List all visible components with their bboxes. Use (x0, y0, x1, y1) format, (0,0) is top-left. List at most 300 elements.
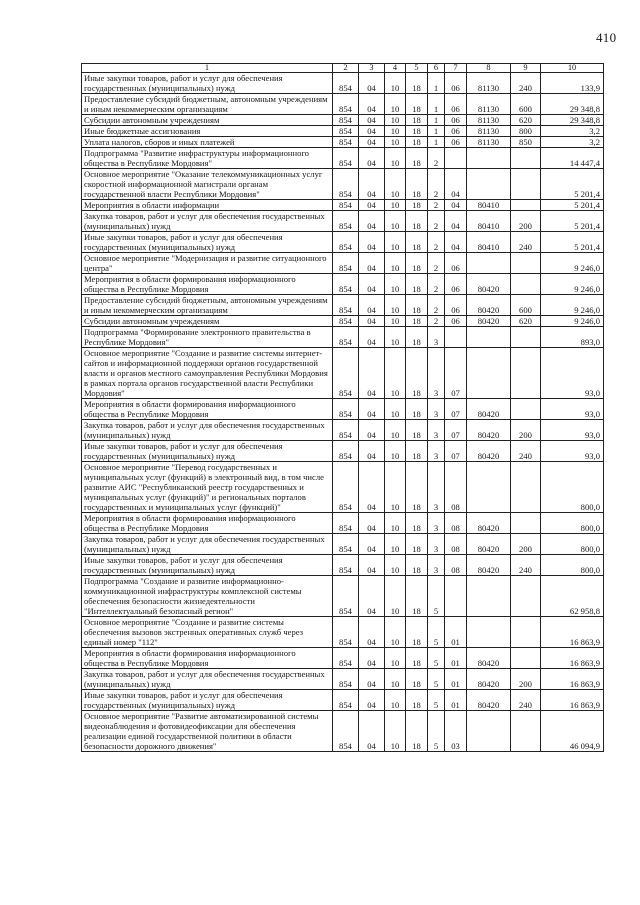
header-cell: 8 (467, 64, 511, 73)
code-cell-3: 04 (359, 126, 385, 137)
code-cell-6: 3 (428, 441, 445, 462)
code-cell-8: 81130 (467, 126, 511, 137)
header-cell: 4 (385, 64, 406, 73)
expense-name-cell: Основное мероприятие "Создание и развитие системы обеспечения вызовов экстренных оперативных служб через единый номер "112" (82, 617, 333, 648)
code-cell-5: 18 (406, 73, 428, 94)
amount-cell: 800,0 (541, 462, 604, 513)
code-cell-9: 200 (511, 669, 541, 690)
table-row (82, 148, 604, 169)
code-cell-2: 854 (333, 462, 359, 513)
expense-name-cell: Основное мероприятие "Модернизация и развитие ситуационного центра" (82, 253, 333, 274)
code-cell-2: 854 (333, 348, 359, 399)
header-cell: 1 (82, 64, 333, 73)
code-cell-4: 10 (385, 348, 406, 399)
code-cell-7 (445, 148, 467, 169)
amount-cell: 5 201,4 (541, 211, 604, 232)
code-cell-2: 854 (333, 232, 359, 253)
code-cell-4: 10 (385, 274, 406, 295)
code-cell-7: 01 (445, 648, 467, 669)
code-cell-5: 18 (406, 555, 428, 576)
code-cell-5: 18 (406, 211, 428, 232)
expense-name-cell: Мероприятия в области формирования информационного общества в Республике Мордовия (82, 399, 333, 420)
table-row (82, 200, 604, 211)
code-cell-8: 80420 (467, 420, 511, 441)
amount-cell: 800,0 (541, 555, 604, 576)
code-cell-7: 04 (445, 211, 467, 232)
table-row (82, 94, 604, 115)
code-cell-4: 10 (385, 617, 406, 648)
code-cell-6: 2 (428, 211, 445, 232)
amount-cell: 93,0 (541, 399, 604, 420)
code-cell-2: 854 (333, 441, 359, 462)
expense-name-cell: Предоставление субсидий бюджетным, автономным учреждениям и иным некоммерческим организациям (82, 295, 333, 316)
amount-cell: 62 958,8 (541, 576, 604, 617)
expense-name-cell: Основное мероприятие "Создание и развитие системы интернет-сайтов и информационной поддержки органов государственной власти и органов местного самоуправления Республики Мордовия в рамках портала органов государственной власти Республики Мордовия" (82, 348, 333, 399)
amount-cell: 893,0 (541, 327, 604, 348)
amount-cell: 14 447,4 (541, 148, 604, 169)
code-cell-4: 10 (385, 115, 406, 126)
table-row (82, 711, 604, 752)
code-cell-6: 2 (428, 253, 445, 274)
expense-name-cell: Иные закупки товаров, работ и услуг для обеспечения государственных (муниципальных) нужд (82, 555, 333, 576)
code-cell-8 (467, 576, 511, 617)
code-cell-3: 04 (359, 576, 385, 617)
table-row (82, 316, 604, 327)
code-cell-6: 2 (428, 148, 445, 169)
code-cell-2: 854 (333, 126, 359, 137)
code-cell-6: 1 (428, 94, 445, 115)
header-cell: 9 (511, 64, 541, 73)
table-row (82, 295, 604, 316)
expense-name-cell: Мероприятия в области формирования информационного общества в Республике Мордовия (82, 274, 333, 295)
code-cell-2: 854 (333, 295, 359, 316)
code-cell-6: 2 (428, 274, 445, 295)
code-cell-6: 5 (428, 690, 445, 711)
code-cell-4: 10 (385, 399, 406, 420)
amount-cell: 800,0 (541, 513, 604, 534)
table-row (82, 115, 604, 126)
amount-cell: 5 201,4 (541, 200, 604, 211)
header-cell: 2 (333, 64, 359, 73)
code-cell-6: 1 (428, 115, 445, 126)
expense-name-cell: Иные закупки товаров, работ и услуг для обеспечения государственных (муниципальных) нужд (82, 441, 333, 462)
code-cell-3: 04 (359, 711, 385, 752)
code-cell-2: 854 (333, 274, 359, 295)
code-cell-9: 600 (511, 94, 541, 115)
amount-cell: 9 246,0 (541, 253, 604, 274)
code-cell-9 (511, 327, 541, 348)
amount-cell: 16 863,9 (541, 648, 604, 669)
amount-cell: 46 094,9 (541, 711, 604, 752)
expense-name-cell: Закупка товаров, работ и услуг для обеспечения государственных (муниципальных) нужд (82, 534, 333, 555)
code-cell-9: 200 (511, 211, 541, 232)
code-cell-5: 18 (406, 253, 428, 274)
table-row (82, 648, 604, 669)
code-cell-6: 1 (428, 126, 445, 137)
code-cell-6: 3 (428, 420, 445, 441)
code-cell-3: 04 (359, 327, 385, 348)
code-cell-3: 04 (359, 399, 385, 420)
code-cell-4: 10 (385, 126, 406, 137)
header-cell: 7 (445, 64, 467, 73)
code-cell-3: 04 (359, 513, 385, 534)
amount-cell: 93,0 (541, 441, 604, 462)
code-cell-5: 18 (406, 420, 428, 441)
table-row (82, 441, 604, 462)
code-cell-4: 10 (385, 441, 406, 462)
code-cell-3: 04 (359, 94, 385, 115)
code-cell-7: 04 (445, 169, 467, 200)
table-row (82, 327, 604, 348)
code-cell-7: 08 (445, 534, 467, 555)
code-cell-7: 06 (445, 316, 467, 327)
code-cell-3: 04 (359, 274, 385, 295)
code-cell-4: 10 (385, 690, 406, 711)
code-cell-9 (511, 462, 541, 513)
code-cell-3: 04 (359, 420, 385, 441)
code-cell-5: 18 (406, 200, 428, 211)
code-cell-4: 10 (385, 232, 406, 253)
amount-cell: 9 246,0 (541, 274, 604, 295)
code-cell-2: 854 (333, 555, 359, 576)
code-cell-6: 3 (428, 399, 445, 420)
code-cell-8: 80410 (467, 200, 511, 211)
code-cell-8: 80410 (467, 232, 511, 253)
table-row (82, 232, 604, 253)
header-row (82, 64, 604, 73)
amount-cell: 133,9 (541, 73, 604, 94)
table-row (82, 462, 604, 513)
code-cell-7: 01 (445, 617, 467, 648)
code-cell-2: 854 (333, 399, 359, 420)
amount-cell: 16 863,9 (541, 617, 604, 648)
code-cell-7: 01 (445, 669, 467, 690)
table-row (82, 274, 604, 295)
code-cell-6: 3 (428, 327, 445, 348)
code-cell-4: 10 (385, 211, 406, 232)
code-cell-9 (511, 169, 541, 200)
expense-name-cell: Уплата налогов, сборов и иных платежей (82, 137, 333, 148)
code-cell-5: 18 (406, 534, 428, 555)
expense-name-cell: Предоставление субсидий бюджетным, автономным учреждениям и иным некоммерческим организациям (82, 94, 333, 115)
code-cell-5: 18 (406, 295, 428, 316)
code-cell-8: 81130 (467, 115, 511, 126)
table-row (82, 513, 604, 534)
code-cell-5: 18 (406, 576, 428, 617)
code-cell-3: 04 (359, 73, 385, 94)
code-cell-8: 80420 (467, 555, 511, 576)
code-cell-2: 854 (333, 513, 359, 534)
code-cell-9: 850 (511, 137, 541, 148)
code-cell-6: 3 (428, 462, 445, 513)
code-cell-4: 10 (385, 253, 406, 274)
code-cell-8 (467, 327, 511, 348)
code-cell-9 (511, 253, 541, 274)
expense-name-cell: Мероприятия в области формирования информационного общества в Республике Мордовия (82, 513, 333, 534)
code-cell-5: 18 (406, 462, 428, 513)
table-row (82, 617, 604, 648)
code-cell-7: 07 (445, 420, 467, 441)
expense-name-cell: Основное мероприятие "Перевод государственных и муниципальных услуг (функций) в электронный вид, в том числе развитие АИС "Республиканский реестр государственных и муниципальных услуг (функций)" и региональных порталов государственных и муниципальных услуг (функций)" (82, 462, 333, 513)
table-row (82, 137, 604, 148)
code-cell-5: 18 (406, 316, 428, 327)
code-cell-8 (467, 348, 511, 399)
code-cell-8: 80420 (467, 295, 511, 316)
expense-name-cell: Закупка товаров, работ и услуг для обеспечения государственных (муниципальных) нужд (82, 669, 333, 690)
code-cell-2: 854 (333, 669, 359, 690)
code-cell-4: 10 (385, 200, 406, 211)
code-cell-8: 81130 (467, 94, 511, 115)
code-cell-2: 854 (333, 617, 359, 648)
code-cell-5: 18 (406, 648, 428, 669)
code-cell-7 (445, 576, 467, 617)
code-cell-2: 854 (333, 576, 359, 617)
code-cell-7: 08 (445, 462, 467, 513)
code-cell-5: 18 (406, 274, 428, 295)
code-cell-3: 04 (359, 253, 385, 274)
code-cell-2: 854 (333, 211, 359, 232)
table-row (82, 126, 604, 137)
code-cell-4: 10 (385, 73, 406, 94)
code-cell-3: 04 (359, 534, 385, 555)
code-cell-2: 854 (333, 316, 359, 327)
code-cell-2: 854 (333, 690, 359, 711)
amount-cell: 93,0 (541, 420, 604, 441)
code-cell-2: 854 (333, 169, 359, 200)
expense-name-cell: Подпрограмма "Развитие инфраструктуры информационного общества в Республике Мордовия" (82, 148, 333, 169)
code-cell-7: 06 (445, 115, 467, 126)
header-cell: 5 (406, 64, 428, 73)
code-cell-2: 854 (333, 253, 359, 274)
code-cell-5: 18 (406, 94, 428, 115)
expense-name-cell: Иные закупки товаров, работ и услуг для обеспечения государственных (муниципальных) нужд (82, 232, 333, 253)
code-cell-5: 18 (406, 232, 428, 253)
amount-cell: 16 863,9 (541, 690, 604, 711)
amount-cell: 29 348,8 (541, 115, 604, 126)
table-row (82, 555, 604, 576)
code-cell-3: 04 (359, 295, 385, 316)
expense-name-cell: Иные закупки товаров, работ и услуг для обеспечения государственных (муниципальных) нужд (82, 690, 333, 711)
code-cell-2: 854 (333, 94, 359, 115)
code-cell-8 (467, 253, 511, 274)
code-cell-4: 10 (385, 295, 406, 316)
code-cell-3: 04 (359, 441, 385, 462)
table-row (82, 169, 604, 200)
expense-name-cell: Подпрограмма "Создание и развитие информационно-коммуникационной инфраструктуры комплексной системы обеспечения безопасности жизнедеятельности "Интеллектуальный безопасный регион" (82, 576, 333, 617)
amount-cell: 16 863,9 (541, 669, 604, 690)
code-cell-6: 5 (428, 711, 445, 752)
code-cell-2: 854 (333, 420, 359, 441)
code-cell-6: 3 (428, 555, 445, 576)
code-cell-6: 2 (428, 295, 445, 316)
budget-table-wrapper (81, 63, 604, 752)
code-cell-9 (511, 200, 541, 211)
code-cell-2: 854 (333, 137, 359, 148)
code-cell-7 (445, 327, 467, 348)
code-cell-4: 10 (385, 711, 406, 752)
code-cell-7: 04 (445, 232, 467, 253)
code-cell-7: 06 (445, 94, 467, 115)
code-cell-8: 80420 (467, 399, 511, 420)
code-cell-4: 10 (385, 420, 406, 441)
code-cell-2: 854 (333, 200, 359, 211)
table-row (82, 253, 604, 274)
code-cell-2: 854 (333, 648, 359, 669)
code-cell-5: 18 (406, 327, 428, 348)
amount-cell: 5 201,4 (541, 169, 604, 200)
code-cell-3: 04 (359, 462, 385, 513)
code-cell-8: 81130 (467, 137, 511, 148)
code-cell-3: 04 (359, 232, 385, 253)
code-cell-4: 10 (385, 94, 406, 115)
amount-cell: 9 246,0 (541, 316, 604, 327)
code-cell-3: 04 (359, 669, 385, 690)
code-cell-5: 18 (406, 711, 428, 752)
code-cell-8: 80420 (467, 441, 511, 462)
code-cell-2: 854 (333, 534, 359, 555)
code-cell-4: 10 (385, 555, 406, 576)
code-cell-8: 80420 (467, 274, 511, 295)
code-cell-5: 18 (406, 126, 428, 137)
code-cell-8 (467, 148, 511, 169)
expense-name-cell: Основное мероприятие "Оказание телекоммуникационных услуг скоростной информационной магистрали органам государственной власти Республики Мордовия" (82, 169, 333, 200)
table-row (82, 420, 604, 441)
code-cell-9: 240 (511, 441, 541, 462)
table-row (82, 348, 604, 399)
header-cell: 10 (541, 64, 604, 73)
amount-cell: 5 201,4 (541, 232, 604, 253)
code-cell-5: 18 (406, 348, 428, 399)
table-row (82, 576, 604, 617)
code-cell-4: 10 (385, 316, 406, 327)
code-cell-4: 10 (385, 169, 406, 200)
code-cell-9 (511, 711, 541, 752)
code-cell-2: 854 (333, 711, 359, 752)
code-cell-9 (511, 513, 541, 534)
expense-name-cell: Мероприятия в области информации (82, 200, 333, 211)
code-cell-3: 04 (359, 211, 385, 232)
code-cell-7: 03 (445, 711, 467, 752)
code-cell-9 (511, 274, 541, 295)
expense-name-cell: Закупка товаров, работ и услуг для обеспечения государственных (муниципальных) нужд (82, 211, 333, 232)
code-cell-5: 18 (406, 148, 428, 169)
table-row (82, 211, 604, 232)
table-row (82, 690, 604, 711)
code-cell-5: 18 (406, 441, 428, 462)
code-cell-6: 3 (428, 348, 445, 399)
code-cell-8: 80410 (467, 211, 511, 232)
code-cell-6: 5 (428, 648, 445, 669)
code-cell-6: 5 (428, 669, 445, 690)
code-cell-9 (511, 348, 541, 399)
expense-name-cell: Основное мероприятие "Развитие автоматизированной системы видеонаблюдения и фотовидеофиксации для обеспечения реализации единой государственной политики в области безопасности дорожного движения" (82, 711, 333, 752)
code-cell-8: 80420 (467, 690, 511, 711)
page-number: 410 (596, 30, 617, 45)
code-cell-6: 2 (428, 316, 445, 327)
code-cell-5: 18 (406, 513, 428, 534)
code-cell-3: 04 (359, 555, 385, 576)
expense-name-cell: Мероприятия в области формирования информационного общества в Республике Мордовия (82, 648, 333, 669)
code-cell-4: 10 (385, 576, 406, 617)
code-cell-7: 06 (445, 126, 467, 137)
code-cell-9: 200 (511, 420, 541, 441)
code-cell-4: 10 (385, 137, 406, 148)
code-cell-7: 01 (445, 690, 467, 711)
code-cell-3: 04 (359, 148, 385, 169)
code-cell-5: 18 (406, 690, 428, 711)
code-cell-7: 06 (445, 295, 467, 316)
code-cell-7: 06 (445, 137, 467, 148)
code-cell-6: 1 (428, 137, 445, 148)
table-row (82, 534, 604, 555)
code-cell-4: 10 (385, 148, 406, 169)
code-cell-3: 04 (359, 115, 385, 126)
code-cell-9: 620 (511, 115, 541, 126)
amount-cell: 3,2 (541, 137, 604, 148)
table-row (82, 73, 604, 94)
code-cell-8 (467, 711, 511, 752)
code-cell-8: 80420 (467, 513, 511, 534)
code-cell-6: 5 (428, 576, 445, 617)
code-cell-6: 5 (428, 617, 445, 648)
expense-name-cell: Подпрограмма "Формирование электронного правительства в Республике Мордовия" (82, 327, 333, 348)
code-cell-7: 07 (445, 348, 467, 399)
code-cell-3: 04 (359, 169, 385, 200)
code-cell-7: 08 (445, 513, 467, 534)
expense-name-cell: Иные закупки товаров, работ и услуг для обеспечения государственных (муниципальных) нужд (82, 73, 333, 94)
code-cell-7: 07 (445, 441, 467, 462)
code-cell-8 (467, 462, 511, 513)
table-body (82, 73, 604, 752)
code-cell-7: 04 (445, 200, 467, 211)
code-cell-6: 2 (428, 200, 445, 211)
code-cell-7: 08 (445, 555, 467, 576)
amount-cell: 800,0 (541, 534, 604, 555)
code-cell-8: 80420 (467, 669, 511, 690)
code-cell-6: 2 (428, 232, 445, 253)
code-cell-9: 200 (511, 534, 541, 555)
code-cell-7: 06 (445, 73, 467, 94)
code-cell-9: 620 (511, 316, 541, 327)
code-cell-7: 06 (445, 274, 467, 295)
code-cell-3: 04 (359, 200, 385, 211)
code-cell-7: 06 (445, 253, 467, 274)
code-cell-5: 18 (406, 115, 428, 126)
code-cell-9: 240 (511, 555, 541, 576)
amount-cell: 9 246,0 (541, 295, 604, 316)
code-cell-9 (511, 648, 541, 669)
expense-name-cell: Субсидии автономным учреждениям (82, 115, 333, 126)
code-cell-9 (511, 399, 541, 420)
code-cell-5: 18 (406, 617, 428, 648)
code-cell-2: 854 (333, 327, 359, 348)
code-cell-9: 240 (511, 73, 541, 94)
budget-table (81, 63, 604, 752)
code-cell-2: 854 (333, 73, 359, 94)
code-cell-2: 854 (333, 148, 359, 169)
code-cell-3: 04 (359, 137, 385, 148)
code-cell-5: 18 (406, 399, 428, 420)
code-cell-3: 04 (359, 348, 385, 399)
code-cell-4: 10 (385, 327, 406, 348)
code-cell-3: 04 (359, 690, 385, 711)
code-cell-2: 854 (333, 115, 359, 126)
code-cell-8: 80420 (467, 648, 511, 669)
table-row (82, 399, 604, 420)
code-cell-4: 10 (385, 513, 406, 534)
code-cell-6: 1 (428, 73, 445, 94)
code-cell-4: 10 (385, 648, 406, 669)
